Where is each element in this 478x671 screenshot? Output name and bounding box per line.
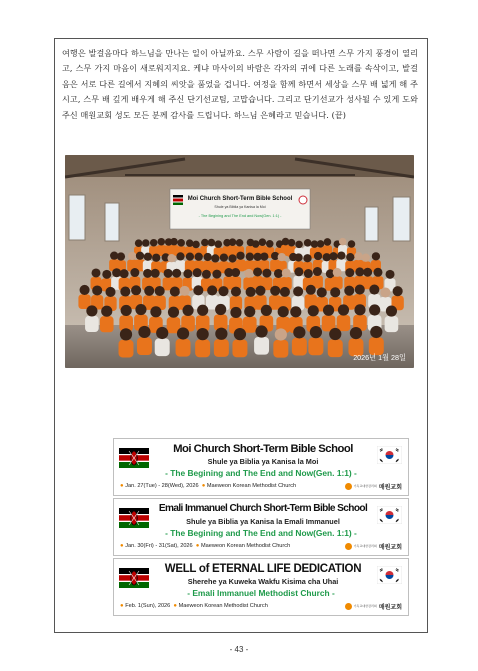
event-banner-1 [113,438,409,496]
banner-host: Maeweon Korean Methodist Church [178,603,268,609]
banner-subtitle: Sherehe ya Kuweka Wakfu Kisima cha Uhai [187,577,339,586]
church-logo-denomination: 기독교대한감리회 [353,543,377,548]
church-logo-icon [345,483,352,490]
photo-banner-kenya-flag-icon [173,195,183,205]
church-logo-denomination: 기독교대한감리회 [353,603,377,608]
banner-theme: - The Begining and The End and Now(Gen. 1:1) - [165,468,357,478]
photo-banner-theme: - The Begining and The End and Now(Gen. 1:1) - [198,214,282,218]
group-photo-illustration [65,155,414,368]
church-logo-name: 매원교회 [378,545,402,551]
banner-title: Moi Church Short-Term Bible School [173,443,353,455]
banner-footer [120,483,296,489]
korea-flag-icon [377,446,402,464]
church-logo [345,482,402,491]
bullet-icon: ● [201,483,206,489]
church-logo-icon [345,603,352,610]
banner-footer [120,603,268,609]
kenya-flag-icon [119,448,149,468]
group-photo [65,155,414,368]
photo-banner-subtitle: Shule ya Biblia ya Kanisa la Moi [214,205,266,209]
bullet-icon: ● [120,603,124,609]
banner-subtitle: Shule ya Biblia ya Kanisa la Emali Immanuel [186,517,340,526]
church-logo-denomination: 기독교대한감리회 [353,483,377,488]
church-logo-icon [345,543,352,550]
banner-host: Maeweon Korean Methodist Church [200,543,291,549]
photo-date-stamp: 2026년 1월 28일 [353,353,406,362]
photo-banner-title: Moi Church Short-Term Bible School [187,196,293,202]
church-logo [345,602,402,611]
church-logo [345,542,402,551]
korea-flag-icon [377,566,402,584]
banner-subtitle: Shule ya Biblia ya Kanisa la Moi [207,457,319,466]
bullet-icon: ● [195,543,200,549]
banner-title: WELL of ETERNAL LIFE DEDICATION [164,563,362,575]
banner-date: Jan. 27(Tue) - 28(Wed), 2026 [125,483,199,489]
page-number: - 43 - [229,645,249,654]
church-logo-name: 매원교회 [378,485,402,491]
event-banner-3 [113,558,409,616]
banner-date: Jan. 30(Fri) - 31(Sat), 2026 [125,543,193,549]
body-paragraph: 여행은 발걸음마다 하느님을 만나는 일이 아닐까요. 스무 사람이 길을 떠나면 스무 가지 풍경이 열리고, 스무 가지 마음이 새로워지지요. 케냐 마사이의 바람은 각자의 귀에 다른 노래를 속삭이고, 발걸음은 서로 다른 길에서 지혜의 씨앗을 품었을 겁니다. 여정을 함께 하면서 세상을 스무 배 넓게 해 주시고, 스무 배 깊게 배우게 해 주신 단기선교팀, 고맙습니다. 그리고 단기선교가 성사될 수 있게 도와주신 매원교회 성도 모든 분께 감사를 드립니다. 하느님 은혜라고 믿습니다. (끝) [62,48,418,120]
banner-theme: - Emali Immanuel Methodist Church - [187,588,335,598]
banner-title: Emali Immanuel Church Short-Term Bible School [158,503,368,514]
kenya-flag-icon [119,508,149,528]
banner-theme: - The Begining and The End and Now(Gen. 1:1) - [165,528,357,538]
bullet-icon: ● [120,543,124,549]
event-banner-2 [113,498,409,556]
banner-footer [120,543,290,549]
korea-flag-icon [377,506,402,524]
bullet-icon: ● [120,483,124,489]
bullet-icon: ● [173,603,178,609]
church-logo-name: 매원교회 [378,605,402,611]
kenya-flag-icon [119,568,149,588]
photo-banner-korea-flag-icon [299,196,307,204]
banner-date: Feb. 1(Sun), 2026 [125,603,171,609]
banner-host: Maeweon Korean Methodist Church [206,483,297,489]
